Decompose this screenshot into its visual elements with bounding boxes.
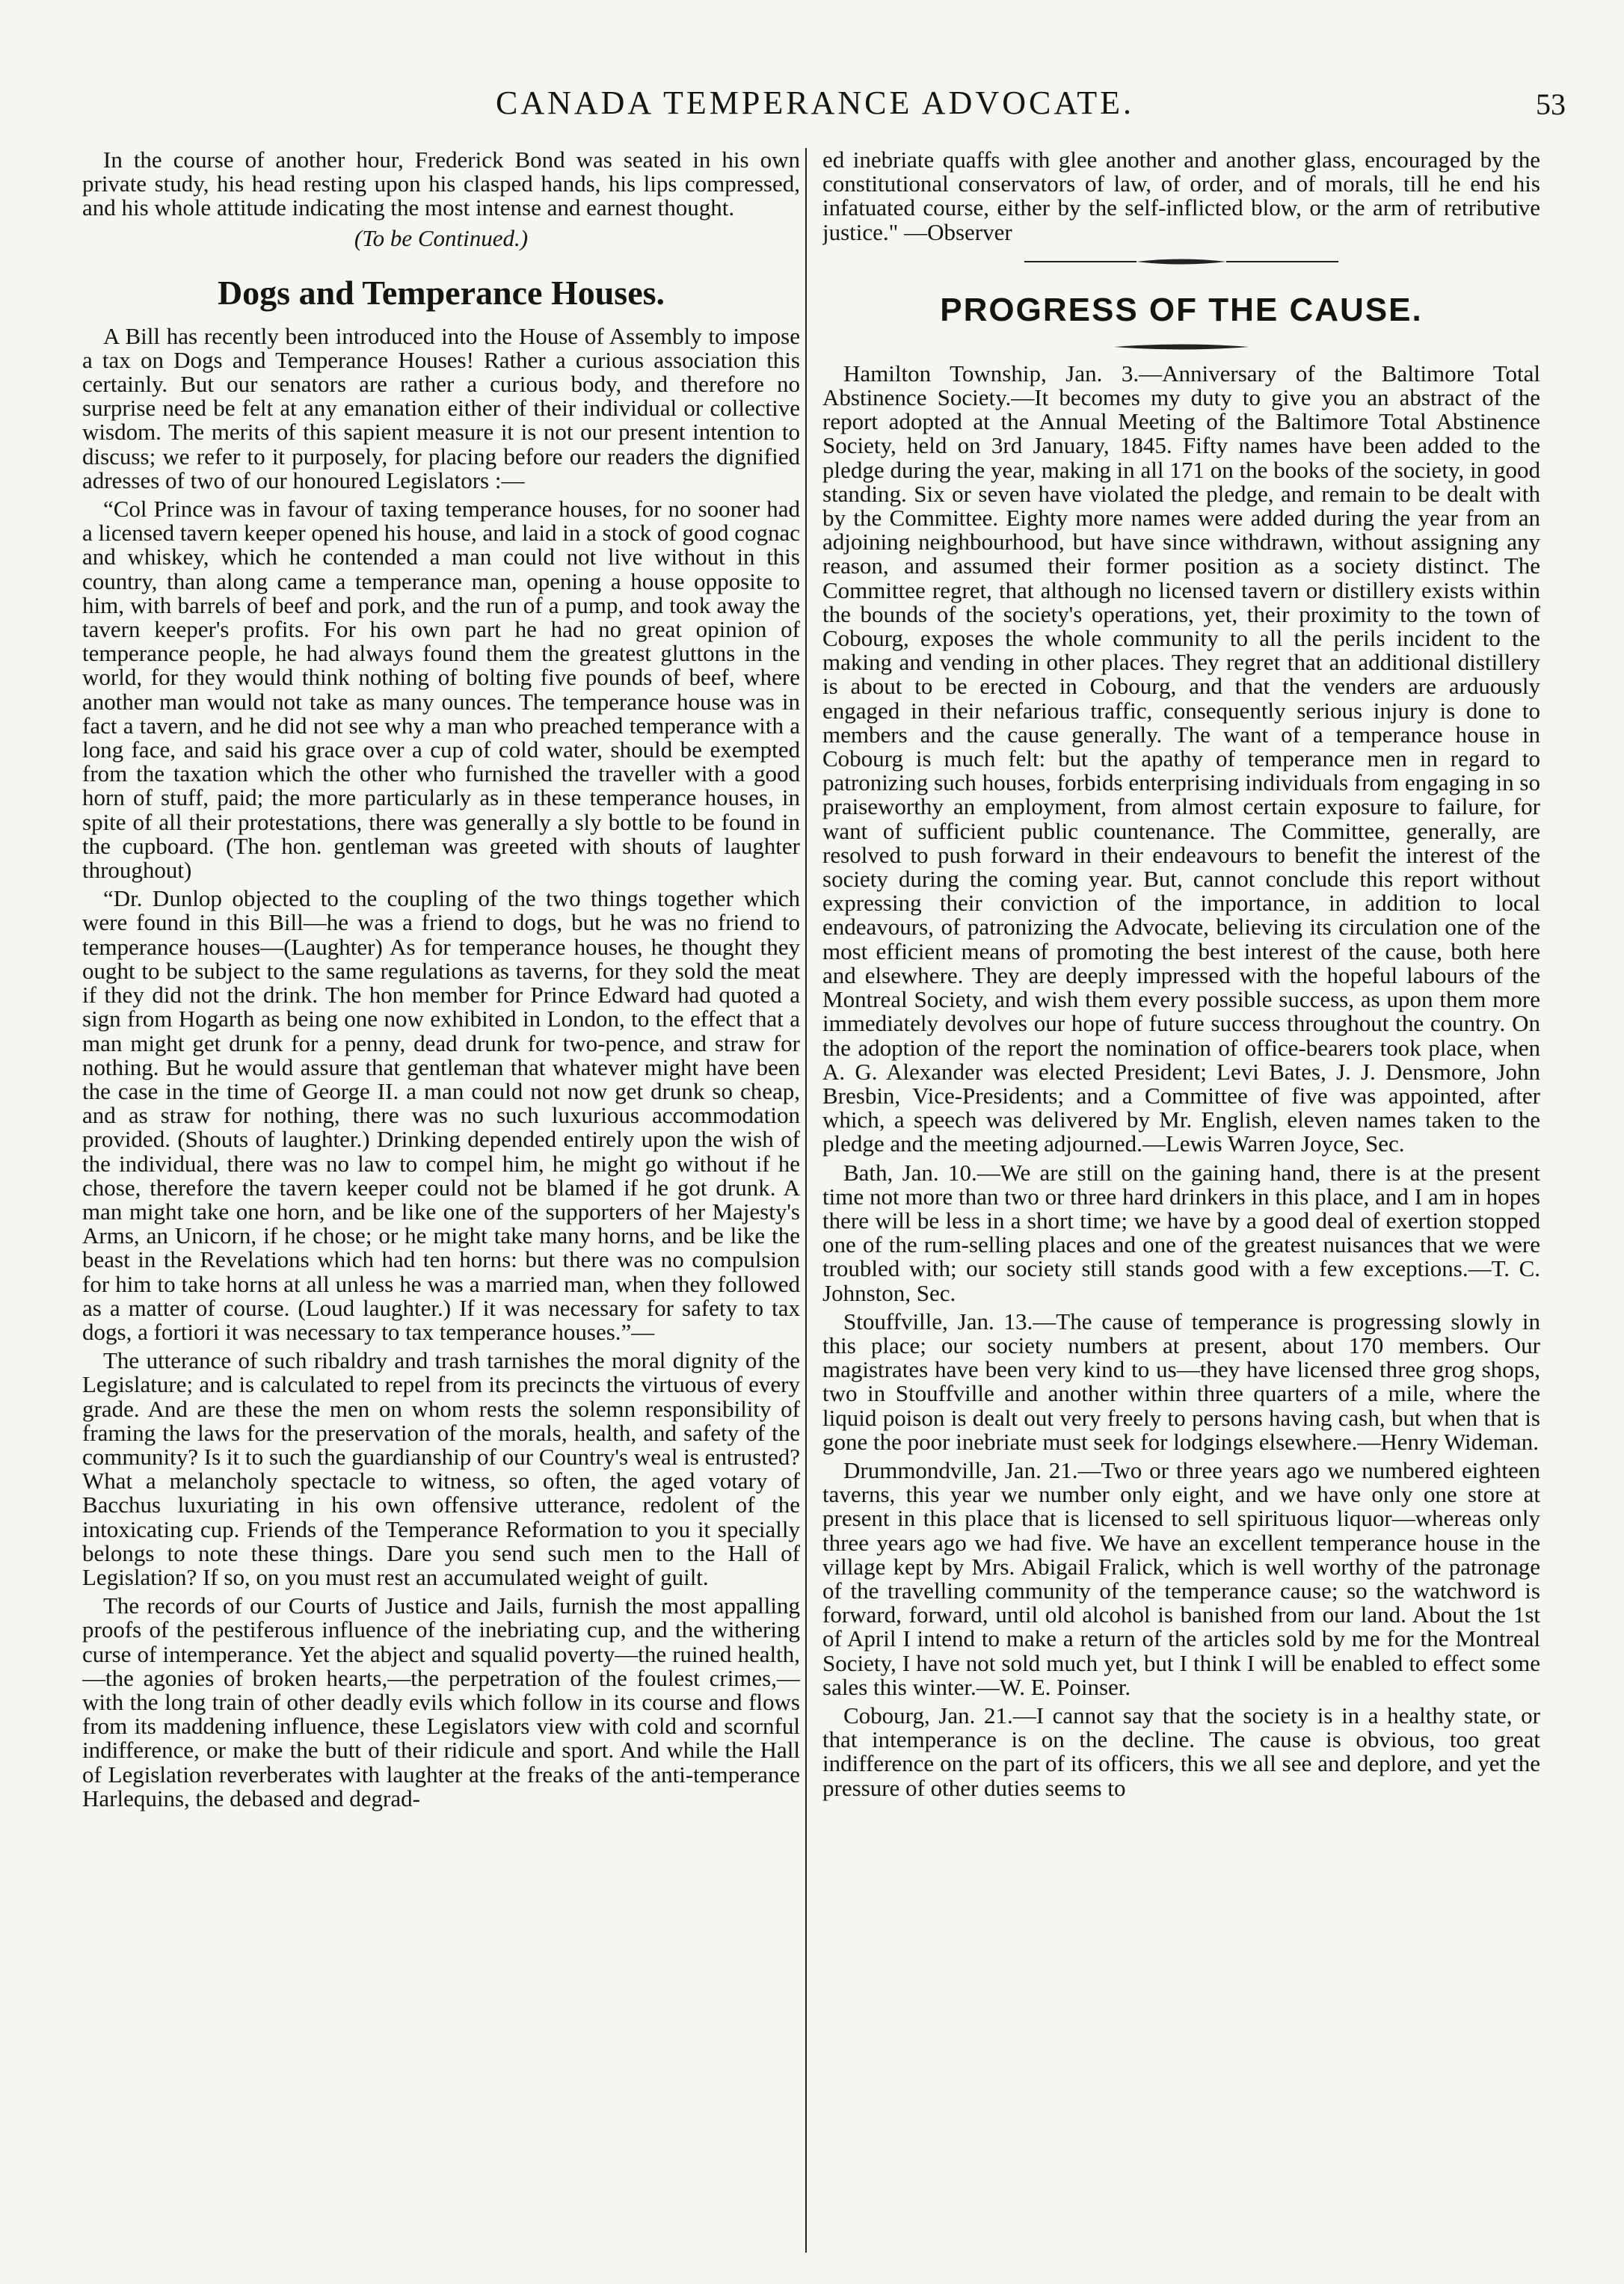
story-ending-paragraph: In the course of another hour, Frederick Bond was seated in his own private study, his head resting upon his clasped hands, his lips compressed, and his whole attitude indicating the most intense and earnest thought.	[82, 148, 800, 221]
column-divider	[805, 148, 807, 2253]
right-column	[822, 148, 1540, 2256]
report-paragraph: Bath, Jan. 10.—We are still on the gaining hand, there is at the present time not more than two or three hard drinkers in this place, and I am in hopes there will be less in a short time; we have by a good deal of exertion stopped one of the rum-selling places and one of the greatest nuisances that we were troubled with; our society still stands good with a few exceptions.—T. C. Johnston, Sec.	[822, 1159, 1540, 1306]
article-paragraph: “Col Prince was in favour of taxing temperance houses, for no sooner had a licensed tavern keeper opened his house, and laid in a stock of good cognac and whiskey, which he contended a man could not live without in this country, than along came a temperance man, opening a house opposite to him, with barrels of beef and pork, and the run of a pump, and took away the tavern keeper's profits. For his own part he had no great opinion of temperance people, he had always found them the greatest gluttons in the world, for they would think nothing of bolting five pounds of beef, where another man would not take as many ounces. The temperance house was in fact a tavern, and he did not see why a man who preached temperance with a long face, and said his grace over a cup of cold water, should be exempted from the taxation which the other who furnished the traveller with a good horn of stuff, paid; the more particularly as in these temperance houses, in spite of all their protestations, there was generally a sly bottle to be found in the cupboard. (The hon. gentleman was greeted with shouts of laughter throughout)	[82, 496, 800, 884]
article-paragraph: The utterance of such ribaldry and trash tarnishes the moral dignity of the Legislature; and is calculated to repel from its precincts the virtuous of every grade. And are these the men on whom rests the solemn responsibility of framing the laws for the preservation of the morals, health, and safety of the community? Is it to such the guardianship of our Country's weal is entrusted? What a melancholy spectacle to witness, so often, the aged votary of Bacchus luxuriating in his own offensive utterance, redolent of the intoxicating cup. Friends of the Temperance Reformation to you it specially belongs to note these things. Dare you send such men to the Hall of Legislation? If so, on you must rest an accumulated weight of guilt.	[82, 1347, 800, 1590]
article-paragraph: A Bill has recently been introduced into the House of Assembly to impose a tax on Dogs and Temperance Houses! Rather a curious association this certainly. But our senators are rather a curious body, and therefore no surprise need be felt at any emanation either of their individual or collective wisdom. The merits of this sapient measure it is not our present intention to discuss; we refer to it purposely, for placing before our readers the dignified adresses of two of our honoured Legislators :—	[82, 322, 800, 493]
article-paragraph: The records of our Courts of Justice and Jails, furnish the most appalling proofs of the pestiferous influence of the inebriating cup, and the withering curse of intemperance. Yet the abject and squalid poverty—the ruined health,—the agonies of broken hearts,—the perpetration of the foulest crimes,—with the long train of other deadly evils which follow in its course and flows from its maddening influence, these Legislators view with cold and scornful indifference, or make the butt of their ridicule and sport. And while the Hall of Legislation reverberates with laughter at the freaks of the anti-temperance Harlequins, the debased and degrad-	[82, 1592, 800, 1811]
to-be-continued-note: (To be Continued.)	[354, 224, 529, 251]
title-ornament	[822, 341, 1540, 354]
page-header-title: CANADA TEMPERANCE ADVOCATE.	[495, 84, 1135, 121]
page-number: 53	[1536, 87, 1566, 121]
left-column	[82, 148, 800, 2256]
article-title: Dogs and Temperance Houses.	[217, 273, 665, 312]
section-rule-ornament	[822, 256, 1540, 271]
report-paragraph: Hamilton Township, Jan. 3.—Anniversary of the Baltimore Total Abstinence Society.—It becomes my duty to give you an abstract of the report adopted at the Annual Meeting of the Baltimore Total Abstinence Society, held on 3rd January, 1845. Fifty names have been added to the pledge during the year, making in all 171 on the books of the society, in good standing. Six or seven have violated the pledge, and remain to be dealt with by the Committee. Eighty more names were added during the year from an adjoining neighbourhood, but have since withdrawn, without assigning any reason, and assumed their former position as a society distinct. The Committee regret, that although no licensed tavern or distillery exists within the bounds of the society's operations, yet, their proximity to the town of Cobourg, exposes the whole community to all the perils incident to the making and vending in other places. They regret that an additional distillery is about to be erected in Cobourg, and that the venders are arduously engaged in their nefarious traffic, consequently serious injury is done to members and the cause generally. The want of a temperance house in Cobourg is much felt: but the apathy of temperance men in regard to patronizing such houses, forbids enterprising individuals from engaging in so praiseworthy an employment, from almost certain exposure to failure, for want of sufficient public countenance. The Committee, generally, are resolved to push forward in their endeavours to benefit the interest of the society during the coming year. But, cannot conclude this report without expressing their conviction of the importance, in addition to local endeavours, of patronizing the Advocate, believing its circulation one of the most efficient means of promoting the best interest of the cause, both here and elsewhere. They are deeply impressed with the hopeful labours of the Montreal Society, and wish them every possible success, as upon them more immediately devolves our hope of future success throughout the country. On the adoption of the report the nomination of office-bearers took place, when A. G. Alexander was elected President; Levi Bates, J. J. Densmore, John Bresbin, Vice-Presidents; and a Committee of five was appointed, after which, a speech was delivered by Mr. English, eleven names taken to the pledge and the meeting adjourned.—Lewis Warren Joyce, Sec.	[822, 360, 1540, 1157]
carryover-paragraph: ed inebriate quaffs with glee another and another glass, encouraged by the constitutional conservators of law, of order, and of morals, till he end his infatuated course, either by the self-inflicted blow, or the arm of retributive justice." —Observer	[822, 148, 1540, 245]
report-paragraph: Drummondville, Jan. 21.—Two or three years ago we numbered eighteen taverns, this year we number only eight, and we have only one store at present in this place that is licensed to sell spirituous liquor—whereas only three years ago we had five. We have an excellent temperance house in the village kept by Mrs. Abigail Fralick, which is well worthy of the patronage of the travelling community of the temperance cause; so the watchword is forward, forward, until old alcohol is banished from our land. About the 1st of April I intend to make a return of the articles sold by me for the Montreal Society, I have not sold much yet, but I think I will be enabled to effect some sales this winter.—W. E. Poinser.	[822, 1456, 1540, 1700]
section-title: PROGRESS OF THE CAUSE.	[940, 291, 1423, 328]
article-paragraph: “Dr. Dunlop objected to the coupling of the two things together which were found in this Bill—he was a friend to dogs, but he was no friend to temperance houses—(Laughter) As for temperance houses, he thought they ought to be subject to the same regulations as taverns, for they sold the meat if they did not the drink. The hon member for Prince Edward had quoted a sign from Hogarth as being one now exhibited in London, to the effect that a man might get drunk for a penny, dead drunk for two-pence, and straw for nothing. But he would assure that gentleman that whatever might have been the case in the time of George II. a man could not now get drunk so cheap, and as straw for nothing, there was no such luxurious accommodation provided. (Shouts of laughter.) Drinking depended entirely upon the wish of the individual, there was no law to compel him, he might go without if he chose, therefore the tavern keeper could not be blamed if he got drunk. A man might take one horn, and be like one of the supporters of her Majesty's Arms, an Unicorn, if he chose; or he might take many horns, and be like the beast in the Revelations which had ten horns: but there was no compulsion for him to take horns at all unless he was a married man, when they followed as a matter of course. (Loud laughter.) If it was necessary for safety to tax dogs, a fortiori it was necessary to tax temperance houses.”—	[82, 885, 800, 1345]
report-paragraph: Cobourg, Jan. 21.—I cannot say that the society is in a healthy state, or that intemperance is on the decline. The cause is obvious, too great indifference on the part of its officers, this we all see and deplore, and yet the pressure of other duties seems to	[822, 1702, 1540, 1801]
report-paragraph: Stouffville, Jan. 13.—The cause of temperance is progressing slowly in this place; our society numbers at present, about 170 members. Our magistrates have been very kind to us—they have licensed three grog shops, two in Stouffville and another within three quarters of a mile, where the liquid poison is dealt out very freely to persons having cash, but when that is gone the poor inebriate must seek for lodgings elsewhere.—Henry Wideman.	[822, 1308, 1540, 1455]
